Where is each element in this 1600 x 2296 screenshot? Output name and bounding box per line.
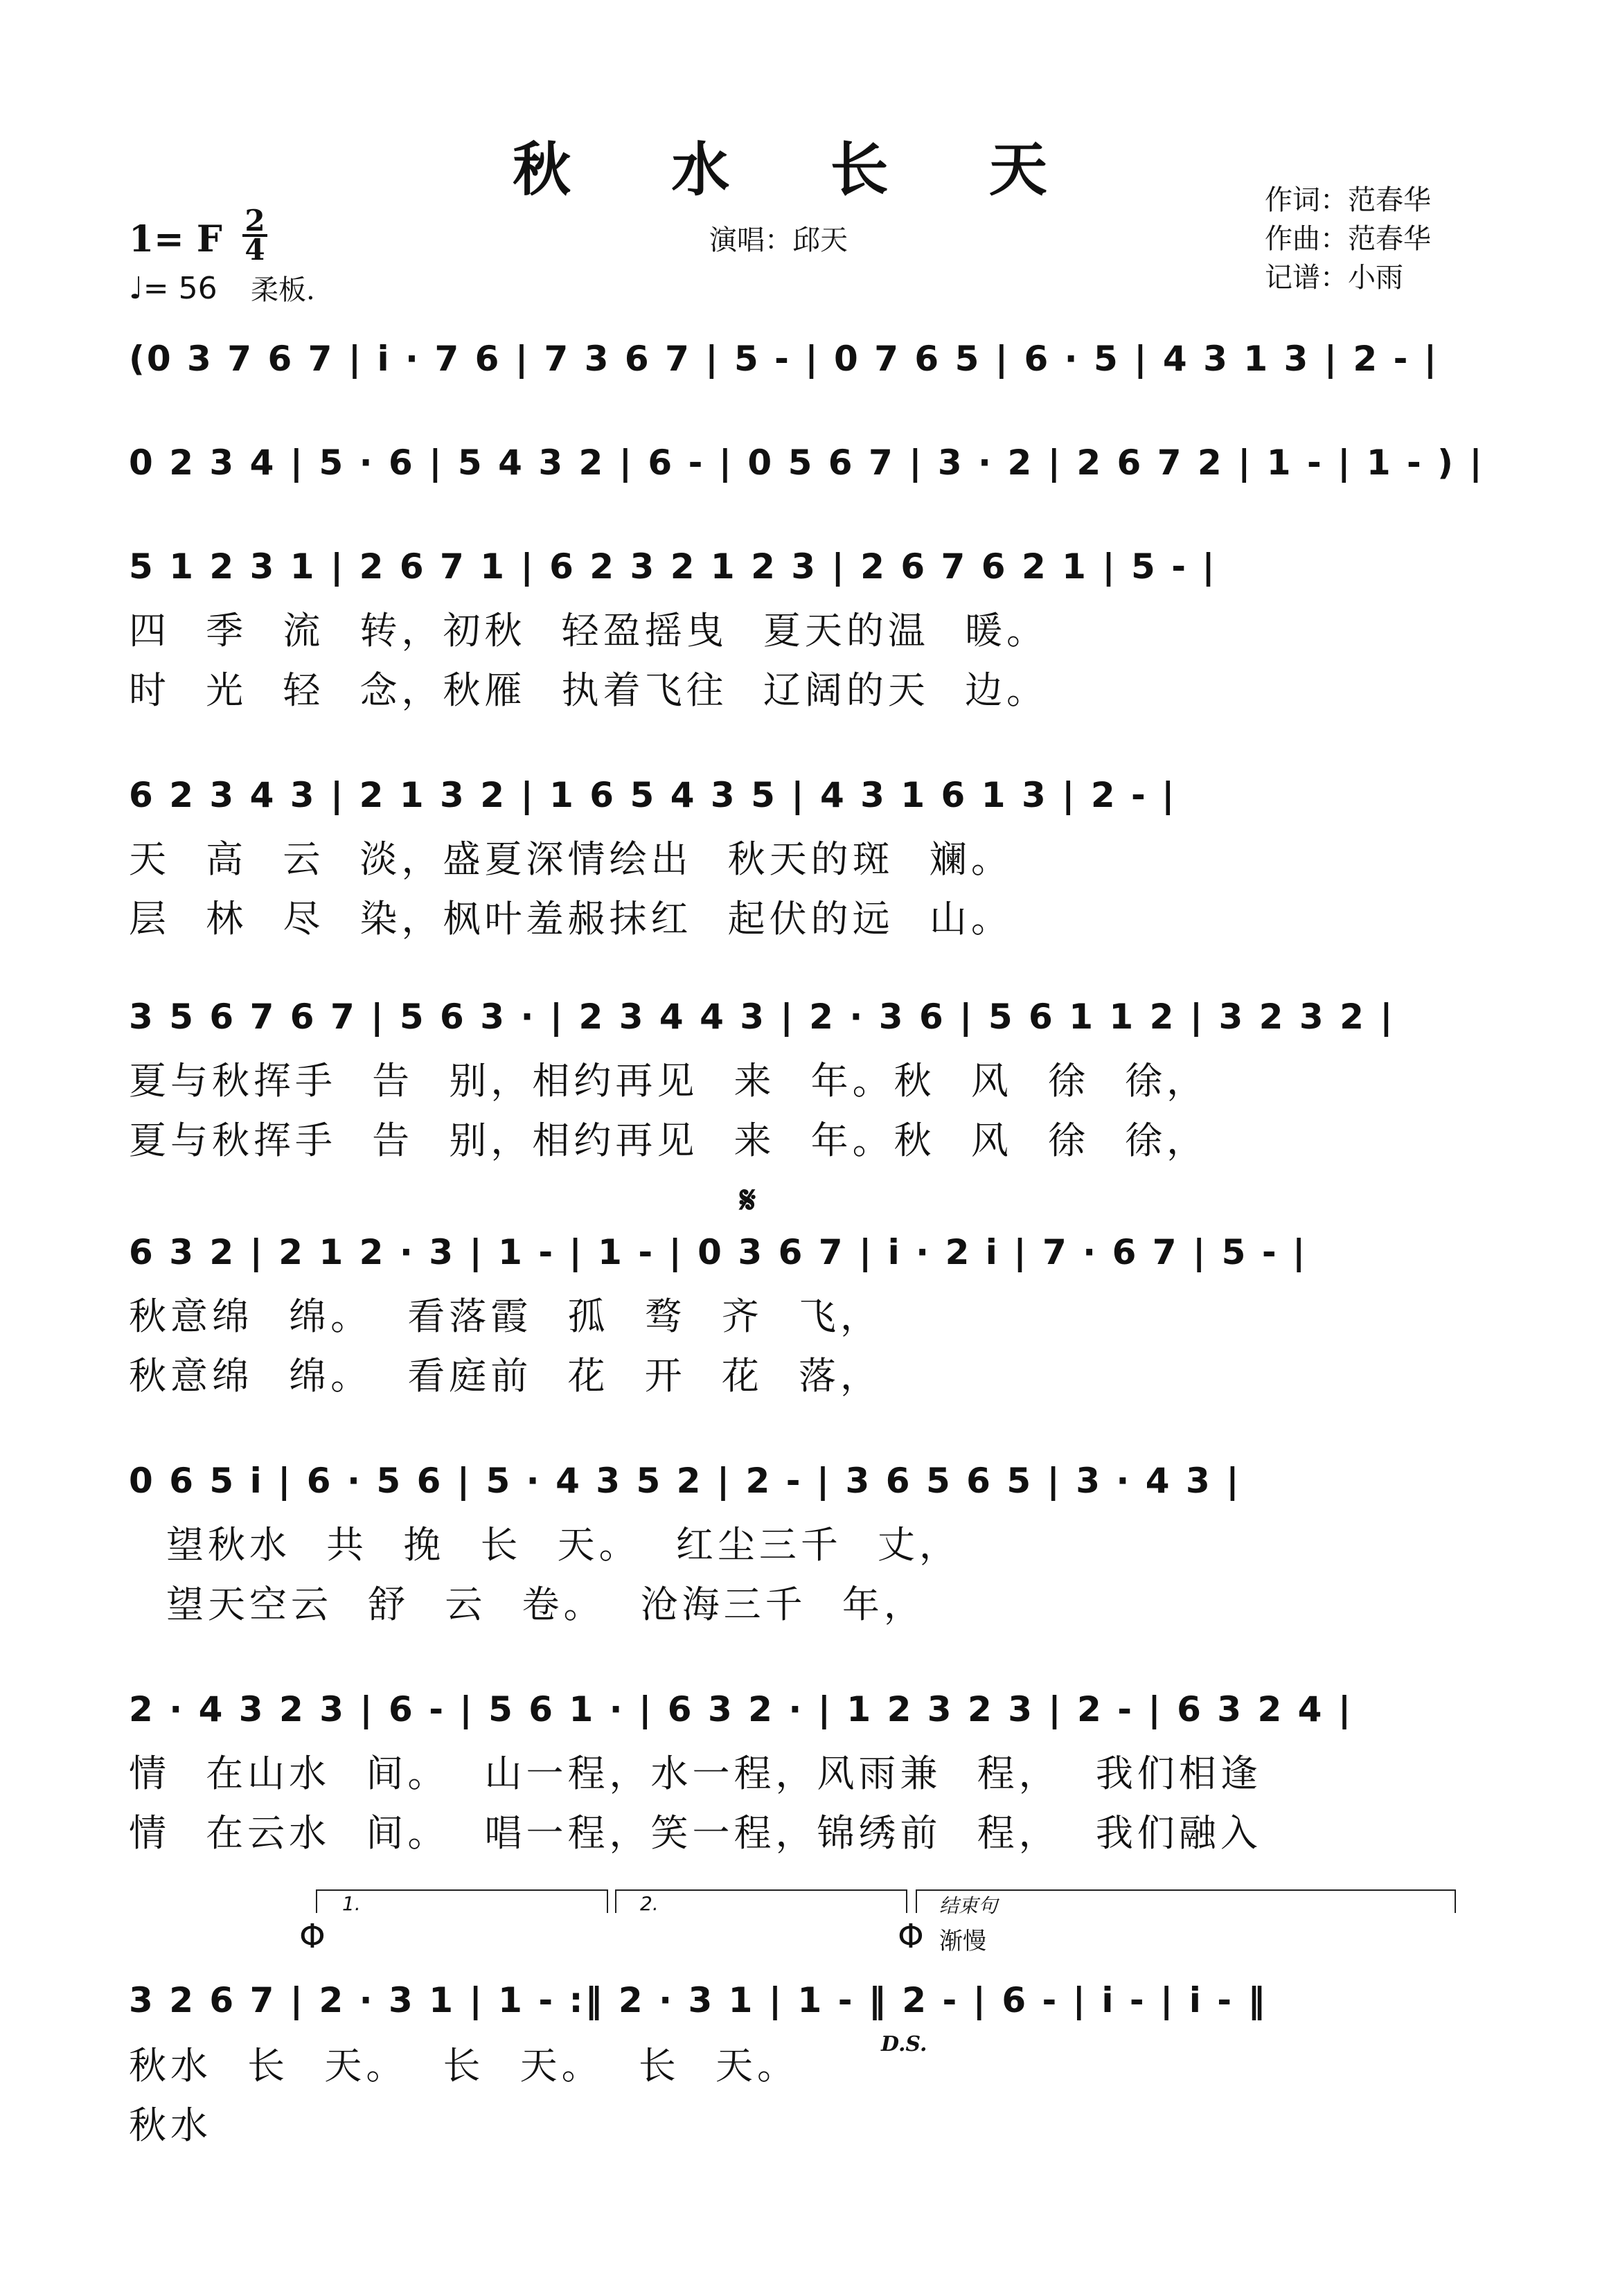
- notation-line: 3 2 6 7 | 2 · 3 1 | 1 - :‖ 2 · 3 1 | 1 - ‖ 2 - | 6 - | i - | i - ‖: [129, 1980, 1268, 2020]
- time-signature: [242, 204, 267, 267]
- lyric-verse-1: 情 在山水 间。 山一程，水一程，风雨兼 程， 我们相逢: [129, 1752, 1262, 1795]
- coda-sign: Φ: [898, 1917, 924, 1956]
- notation-line: 0 2 3 4 | 5 · 6 | 5 4 3 2 | 6 - | 0 5 6 7 | 3 · 2 | 2 6 7 2 | 1 - | 1 - ) |: [129, 443, 1484, 483]
- lyric-verse-1: 夏与秋挥手 告 别，相约再见 来 年。秋 风 徐 徐，: [129, 1059, 1209, 1103]
- volta-tick: [1455, 1889, 1456, 1913]
- lyric-verse-1: 天 高 云 淡，盛夏深情绘出 秋天的斑 斓。: [129, 837, 1013, 881]
- notation-line: 3 5 6 7 6 7 | 5 6 3 · | 2 3 4 4 3 | 2 · 3 6 | 5 6 1 1 2 | 3 2 3 2 |: [129, 997, 1395, 1037]
- notation-line: 0 6 5 i | 6 · 5 6 | 5 · 4 3 5 2 | 2 - | 3 6 5 6 5 | 3 · 4 3 |: [129, 1461, 1241, 1501]
- lyric-verse-2: 秋意绵 绵。 看庭前 花 开 花 落，: [129, 1354, 882, 1398]
- score-system-9: [129, 1967, 1466, 2034]
- notation-line: 2 · 4 3 2 3 | 6 - | 5 6 1 · | 6 3 2 · | 1 2 3 2 3 | 2 - | 6 3 2 4 |: [129, 1689, 1353, 1729]
- lyrics-system-7: [166, 1515, 1503, 1635]
- lyric-verse-2: 时 光 轻 念，秋雁 执着飞往 辽阔的天 边。: [129, 668, 1048, 712]
- key-signature: 1= F: [129, 218, 222, 260]
- volta-bracket-2: [615, 1889, 906, 1891]
- composer-credit: 作曲：范春华: [1265, 223, 1431, 255]
- lyric-verse-2: 层 林 尽 染，枫叶羞赧抹红 起伏的远 山。: [129, 897, 1013, 941]
- tempo-change: 渐慢: [939, 1928, 986, 1955]
- tempo-mark: 柔板.: [251, 274, 315, 306]
- page-title: 秋 水 长 天: [513, 135, 1087, 204]
- volta-label-1: 1.: [342, 1892, 361, 1915]
- dal-segno: D.S.: [881, 2032, 927, 2056]
- lyrics-system-8: [129, 1744, 1466, 1863]
- volta-tick: [906, 1889, 907, 1913]
- lyricist-credit: 作词：范春华: [1265, 184, 1431, 216]
- notation-line: (0 3 7 6 7 | i · 7 6 | 7 3 6 7 | 5 - | 0 7 6 5 | 6 · 5 | 4 3 1 3 | 2 - |: [129, 339, 1439, 379]
- lyric-verse-1: 四 季 流 转，初秋 轻盈摇曳 夏天的温 暖。: [129, 609, 1048, 652]
- lyrics-system-6: [129, 1287, 1466, 1406]
- lyric-verse-2: 秋水: [129, 2103, 212, 2147]
- ending-label: 结束句: [939, 1894, 998, 1917]
- lyric-verse-1: 秋意绵 绵。 看落霞 孤 骛 齐 飞，: [129, 1294, 882, 1338]
- notation-line: 6 3 2 | 2 1 2 · 3 | 1 - | 1 - | 0 3 6 7 | i · 2 i | 7 · 6 7 | 5 - |: [129, 1232, 1308, 1272]
- score-system-4: [129, 762, 1466, 828]
- lyrics-system-4: [129, 830, 1466, 949]
- lyrics-system-9: [129, 2036, 1466, 2155]
- lyric-verse-2: 望天空云 舒 云 卷。 沧海三千 年，: [166, 1583, 925, 1626]
- score-system-6: [129, 1219, 1466, 1285]
- segno-sign: 𝄋: [740, 1177, 756, 1222]
- coda-sign: Φ: [299, 1917, 326, 1956]
- volta-tick: [316, 1889, 317, 1913]
- notation-line: 5 1 2 3 1 | 2 6 7 1 | 6 2 3 2 1 2 3 | 2 6 7 6 2 1 | 5 - |: [129, 546, 1217, 587]
- score-system-5: [129, 984, 1466, 1050]
- singer-credit: 演唱：邱天: [709, 224, 848, 256]
- volta-label-2: 2.: [640, 1892, 659, 1915]
- score-system-1: [129, 326, 1466, 392]
- lyric-verse-1: 秋水 长 天。 长 天。 长 天。: [129, 2044, 799, 2088]
- lyric-verse-2: 夏与秋挥手 告 别，相约再见 来 年。秋 风 徐 徐，: [129, 1119, 1209, 1162]
- volta-tick: [607, 1889, 608, 1913]
- time-signature-bottom: 4: [245, 233, 265, 267]
- lyrics-system-5: [129, 1051, 1466, 1171]
- tempo: ♩= 56: [129, 271, 217, 306]
- volta-bracket-1: [316, 1889, 607, 1891]
- volta-tick: [615, 1889, 616, 1913]
- score-system-3: [129, 533, 1466, 600]
- lyric-verse-1: 望秋水 共 挽 长 天。 红尘三千 丈，: [166, 1523, 961, 1567]
- score-system-2: [129, 429, 1484, 496]
- score-system-8: [129, 1676, 1466, 1743]
- score-system-7: [129, 1448, 1466, 1514]
- lyrics-system-3: [129, 601, 1466, 720]
- notation-line: 6 2 3 4 3 | 2 1 3 2 | 1 6 5 4 3 5 | 4 3 1 6 1 3 | 2 - |: [129, 775, 1177, 815]
- volta-tick: [916, 1889, 917, 1913]
- lyric-verse-2: 情 在云水 间。 唱一程，笑一程，锦绣前 程， 我们融入: [129, 1811, 1262, 1855]
- time-signature-top: 2: [245, 204, 265, 238]
- transcriber-credit: 记谱：小雨: [1265, 262, 1403, 294]
